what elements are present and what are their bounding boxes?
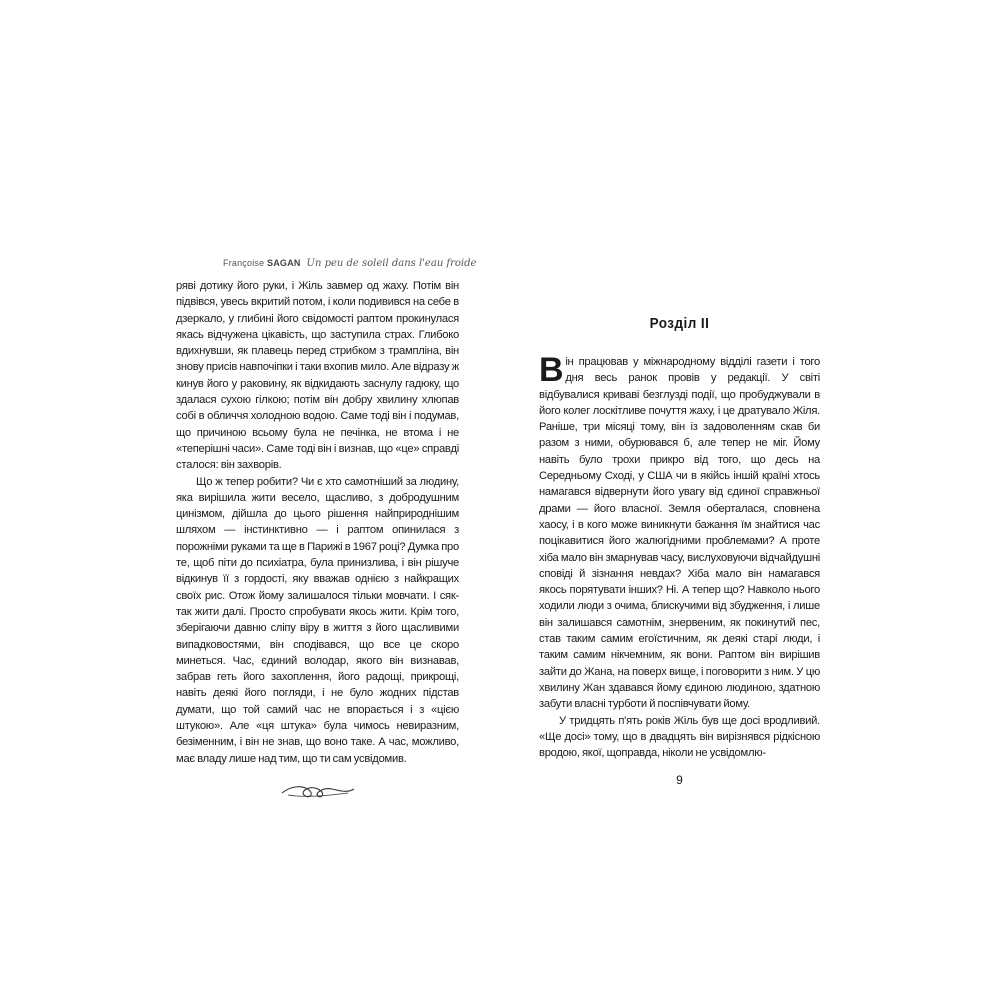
chapter-title: Розділ II bbox=[649, 315, 710, 332]
left-page bbox=[176, 258, 477, 801]
left-paragraph-1: ряві дотику його руки, і Жіль завмер од жаху. Потім він підвівся, увесь вкритий потом, і коли подивився на себе в дзеркало, у глибині його свідомості раптом прокинулася якась відчужена цікавість, що заступила страх. Глибоко вдихнувши, як плавець перед стрибком з трампліна, він знову присів навпочіпки і таки вхопив мило. Але відразу ж кинув його у раковину, як відкидають заснулу гадюку, що здалася сухою гілкою; потім він добру хвилину хлюпав собі в обличчя холодною водою. Саме тоді він і подумав, що причиною всьому була не печінка, не втома і не «теперішні часи». Саме тоді він і визнав, що «це» справді сталося: він захворів. bbox=[176, 280, 459, 472]
author-name bbox=[223, 258, 301, 268]
page-number: 9 bbox=[676, 773, 683, 788]
right-paragraph-1 bbox=[539, 351, 820, 713]
drop-cap: В bbox=[539, 351, 564, 389]
right-page bbox=[539, 315, 820, 787]
right-paragraph-2: У тридцять п'ять років Жіль був ще досі вродливий. «Ще досі» тому, що в двадцять він вирізнявся рідкісною вродою, якої, щоправда, ніколи не усвідомлю- bbox=[539, 714, 820, 760]
right-paragraph-1-text: ін працював у міжнародному відділі газети і того дня весь ранок провів у редакції. У світі відбувалися криваві безглузді події, що пробуджували в його колег лоскітливе почуття жаху, і це дратувало Жіля. Раніше, три місяці тому, він із задоволенням скав би разом з ними, обурювався б, але тепер не міг. Йому навіть було трохи прикро від того, що десь на Середньому Сході, у США чи в якійсь іншій країні хтось намагався відвернути його увагу від єдиної справжньої драми — його власної. Земля оберталася, сповнена хаосу, і в кого може виникнути бажання їм знайтися час поцікавитися його жалюгідними проблемами? А проте хіба мало він змарнував часу, вислуховуючи відчайдушні сповіді й зізнання невдах? Хіба мало він намагався якось порятувати інших? Ні. А тепер що? Навколо нього ходили люди з очима, блискучими від збудження, і лише він залишався самотнім, знервеним, як покинутий пес, став таким самим егоїстичним, як деякі старі люди, і таким самим нікчемним, як вони. Раптом він вирішив зайти до Жана, на поверх вище, і поговорити з ним. У цю хвилину Жан здавався йому єдиною людиною, здатною забути власні турботи й поспівчувати йому. bbox=[539, 356, 820, 711]
flourish-ornament-icon bbox=[278, 779, 358, 801]
author-last-name: SAGAN bbox=[267, 258, 301, 268]
author-first-name: Françoise bbox=[223, 258, 265, 268]
running-header bbox=[223, 258, 477, 278]
book-title: Un peu de soleil dans l'eau froide bbox=[306, 258, 477, 269]
left-paragraph-2: Що ж тепер робити? Чи є хто самотніший за людину, яка вирішила жити весело, щасливо, з добродушним цинізмом, дійшла до цього рішення найприроднішим шляхом — інстинктивно — і раптом опинилася з порожніми руками та ще в Парижі в 1967 році? Думка про те, щоб піти до психіатра, була принизлива, і він рішуче відкинув її з гордості, яку вважав однією з найкращих своїх рис. Отож йому залишалося тільки мовчати. І сяк-так жити далі. Просто спробувати якось жити. Крім того, зберігаючи давню сліпу віру в життя з його щасливими випадковостями, він сподівався, що все це скоро минеться. Час, єдиний володар, якого він визнавав, забрав геть його захоплення, його радощі, прикрощі, навіть деякі його погляди, і не було жодних підстав думати, що той самий час не впорається і з «цією штукою». Але «ця штука» була чимось невиразним, безіменним, і він не знав, що воно таке. А час, можливо, має владу лише над тим, що ти сам усвідомив. bbox=[176, 475, 459, 765]
